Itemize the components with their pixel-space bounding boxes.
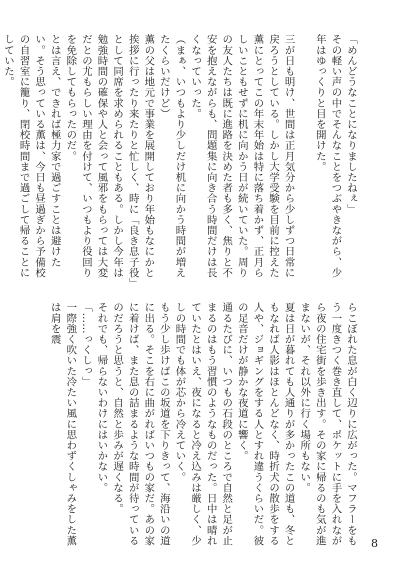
page-number: 8 — [371, 537, 378, 550]
text-block-bottom: らこぼれた息が白く辺りに広がった。マフラーをもう一度きつく巻き直して、ポケットに手を入れながら夜の住宅街を歩き出す。その家に帰るのも気が進まないが、それ以外に行く場所もない。 夏は日が暮れても人通りが多かったこの道も、冬ともなれば人影はほとんどなく、時折犬の散歩をする人や、ジョギングをする人とすれ違うくらいだ。彼の足音だけが静かな夜道に響く。 通るたびに、いつもの石段のところで自然と足が止まるのはもう習慣のようなものだった。日中は晴れていたとはいえ、夜になると冷え込みは厳しく、少しの時間でも体が芯から冷えていく。 もう少し歩けばこの坂道を下りきって、海沿いの道に出る。そこを右に曲がればいつもの家だ。あの家に着けば、また息の詰まるような時間が待っているのだろうと思うと、自然と歩みが遅くなる。 それでも、帰らないわけにはいかない。 「……っくしっ」 一際強く吹いた冷たい風に思わずくしゃみをした薫は肩を震 — [48, 302, 357, 546]
text-block-top: 「めんどうなことになりましたねぇ」 その軽い声の中でそんなことをつぶやきながら、少年はゆっくりと目を開けた。 三が日も明け、世間は正月気分から少しずつ日常に戻ろうとしている。しかし大学受験を目前に控えた薫にとってこの年末年始は特に落ち着かず、正月らしいこともせずに机に向かう日が続いていた。周りの友人たちは既に進路を決めた者も多く、焦りと不安を抱えながらも、問題集に向き合う時間だけは長くなっていった。 （まぁ、いつもより少しだけ机に向かう時間が増えたくらいだけど） 薫の父は地元で事業を展開しており年始もなにかと挨拶に行ったり来たりと忙しく、時に「良き息子役」として同席を求められることもある。しかし今年は勉強時間の確保や人と会って風邪をもらっては大変だとの尤もらしい理由を付けて、いつもより役回りを免除してもらったのだ。 とは言え、できれば極力家で過ごすことは避けたい。そう思っている薫は、今日も昼過ぎから予備校の自習室に籠り、閉校時間まで過ごして帰ることにしていた。 — [1, 34, 357, 284]
